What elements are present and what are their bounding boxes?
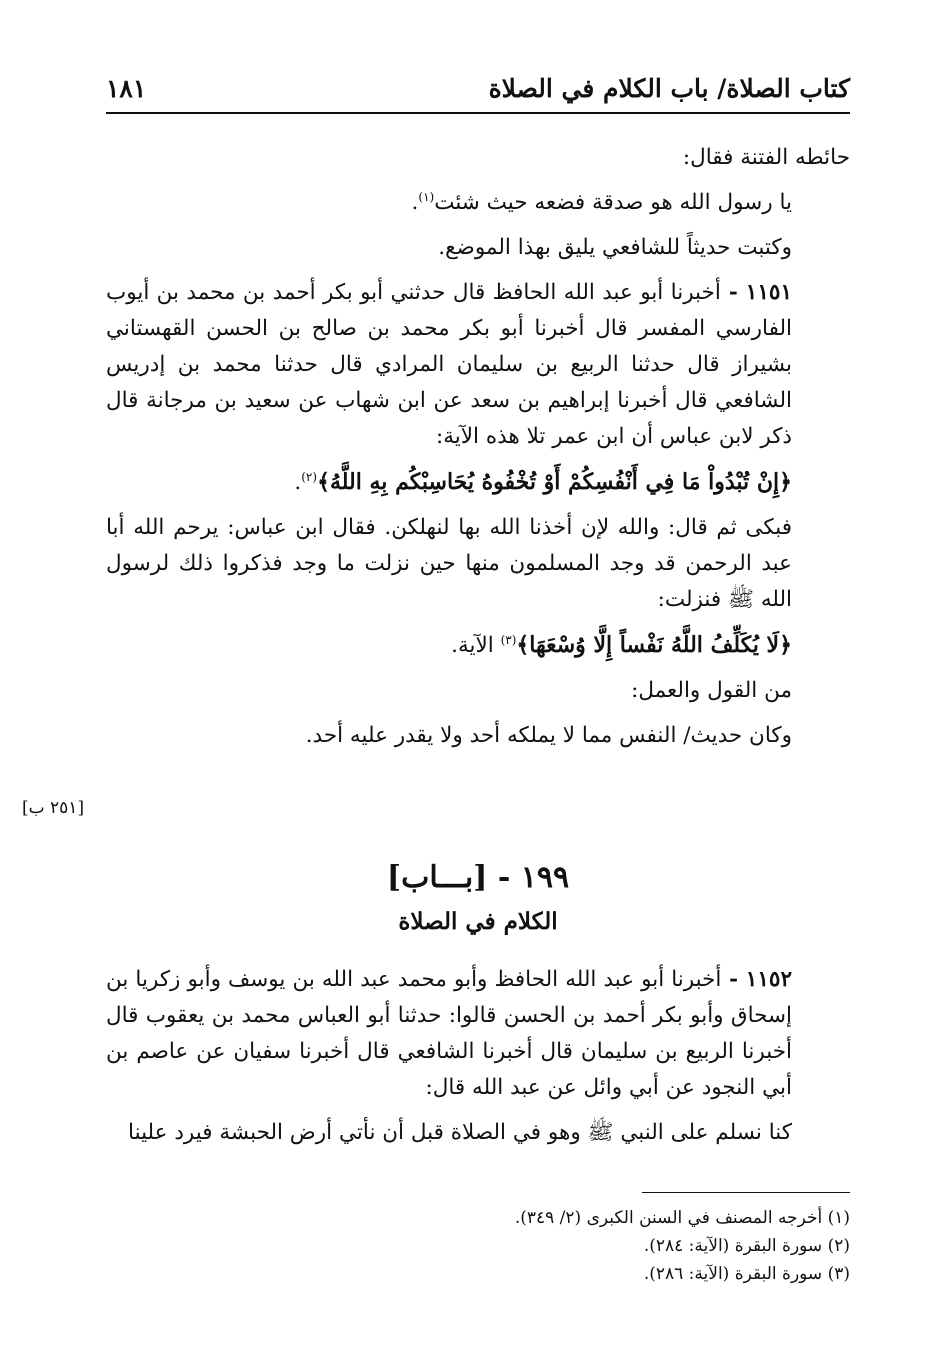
hadith-number: ١١٥٢ -: [721, 967, 792, 992]
paragraph-closing: وكان حديث/ النفس مما لا يملكه أحد ولا يقدر عليه أحد.: [305, 723, 792, 748]
footnote-ref-2: (٢): [301, 469, 318, 484]
hadith-text: أخبرنا أبو عبد الله الحافظ قال حدثني أبو بكر أحمد بن محمد بن أيوب الفارسي المفسر قال أخبرنا أبو بكر محمد بن صالح بن الحسن القهستاني بشيراز قال حدثنا الربيع بن سليمان المرادي قال حدثنا محمد بن إدريس الشافعي قال أخبرنا إبراهيم بن سعد عن ابن شهاب عن سعيد بن مرجانة قال ذكر لابن عباس أن ابن عمر تلا هذه الآية:: [106, 280, 792, 449]
running-title: كتاب الصلاة/ باب الكلام في الصلاة: [488, 74, 850, 103]
chapter-subheading: الكلام في الصلاة: [398, 908, 558, 935]
page-header: [106, 68, 850, 114]
footnote-2: (٢) سورة البقرة (الآية: ٢٨٤).: [643, 1236, 850, 1256]
paragraph-quote: يا رسول الله هو صدقة فضعه حيث شئت$^{(١)}$.: [411, 189, 792, 215]
quran-verse-2: ﴿لَا يُكَلِّفُ اللَّهُ نَفْساً إِلَّا وُسْعَهَا﴾$^{(٣)}$ الآية.: [451, 632, 792, 658]
paragraph-note: وكتبت حديثاً للشافعي يليق بهذا الموضع.: [438, 235, 792, 260]
paragraph-short: من القول والعمل:: [631, 678, 792, 703]
footnote-ref-3: (٣): [500, 632, 517, 647]
chapter-heading: ١٩٩ - [بـــاب]: [386, 860, 570, 895]
footnote-divider: [642, 1192, 850, 1193]
paragraph-continuation: حائطه الفتنة فقال:: [682, 145, 850, 170]
hadith-text: أخبرنا أبو عبد الله الحافظ وأبو محمد عبد الله بن يوسف وأبو زكريا بن إسحاق وأبو بكر أحمد بن الحسن قالوا: حدثنا أبو العباس محمد بن يعقوب قال أخبرنا الربيع بن سليمان قال أخبرنا الشافعي قال أخبرنا سفيان عن عاصم بن أبي النجود عن أبي وائل عن عبد الله قال:: [106, 967, 792, 1100]
page-number: ١٨١: [106, 74, 147, 103]
main-text-section-2: [106, 962, 850, 1160]
paragraph-last: كنا نسلم على النبي ﷺ وهو في الصلاة قبل أن نأتي أرض الحبشة فيرد علينا: [128, 1120, 792, 1145]
hadith-1151: [106, 275, 850, 455]
paragraph-narration: فبكى ثم قال: والله لإن أخذنا الله بها لنهلكن. فقال ابن عباس: يرحم الله أبا عبد الرحمن قد وجد المسلمون منها حين نزلت ما وجد فذكروا ذلك لرسول الله ﷺ فنزلت:: [106, 515, 792, 612]
hadith-number: ١١٥١ -: [720, 280, 792, 305]
footnotes: [106, 1204, 850, 1288]
footnote-ref-1: (١): [418, 189, 435, 204]
main-text-section-1: [106, 140, 850, 763]
quran-verse-1: ﴿إِنْ تُبْدُواْ مَا فِي أَنْفُسِكُمْ أَوْ تُخْفُوهُ يُحَاسِبْكُم بِهِ اللَّهُ﴾$^{(٢)}$.: [294, 469, 792, 495]
hadith-1152: [106, 962, 850, 1106]
footnote-1: (١) أخرجه المصنف في السنن الكبرى (٢/ ٣٤٩).: [514, 1208, 850, 1228]
manuscript-folio-note: [٢٥١ ب]: [22, 798, 85, 818]
footnote-3: (٣) سورة البقرة (الآية: ٢٨٦).: [643, 1264, 850, 1284]
